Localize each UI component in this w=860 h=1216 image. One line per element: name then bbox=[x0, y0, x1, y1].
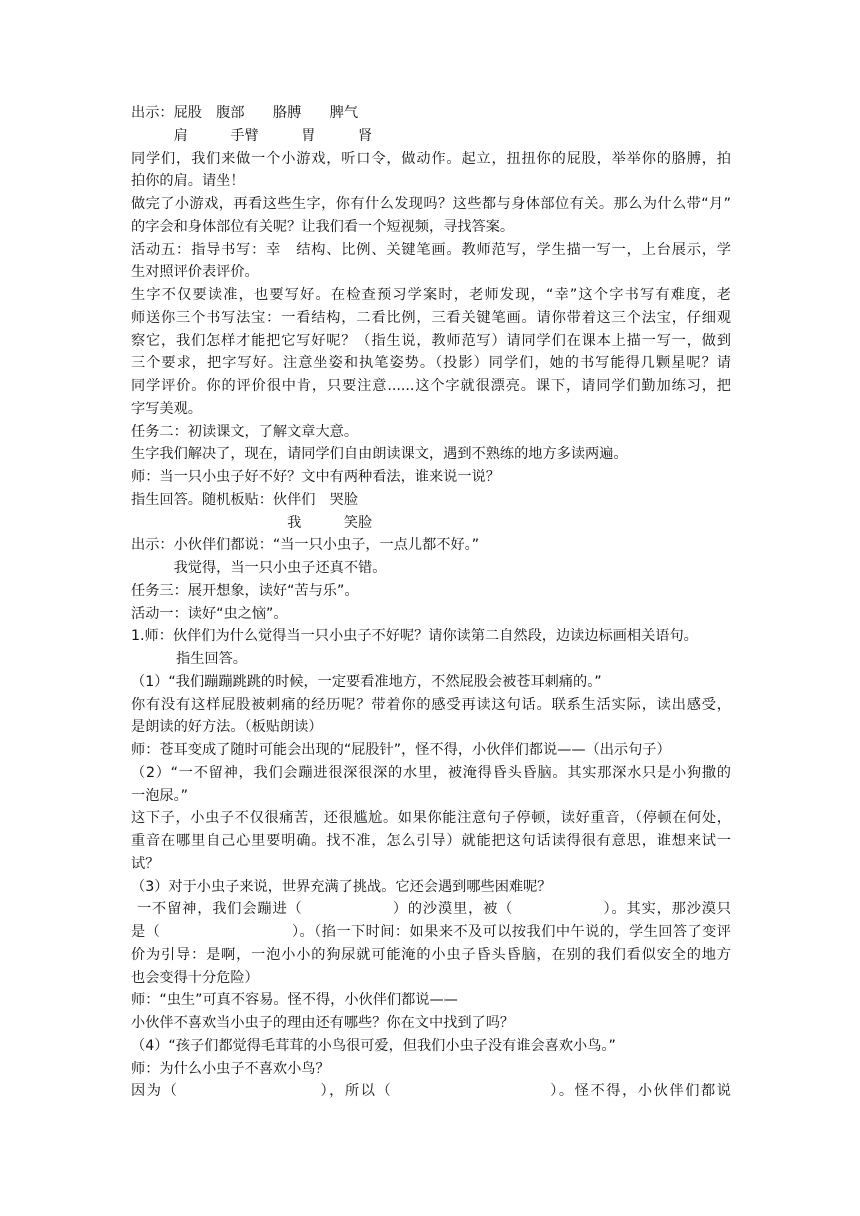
text-line: 师：“虫生”可真不容易。怪不得，小伙伴们都说—— bbox=[131, 992, 458, 1009]
section-heading: 任务二：初读课文，了解文章大意。 bbox=[131, 423, 359, 440]
text-line: 试？ bbox=[131, 855, 160, 872]
text-line: 生字不仅要读准，也要写好。在检查预习学案时，老师发现，“幸”这个字书写有难度，老 bbox=[131, 287, 731, 303]
text-line: 师送你三个书写法宝：一看结构，二看比例，三看关键笔画。请你带着这三个法宝，仔细观 bbox=[131, 309, 731, 326]
text-line: 的字会和身体部位有关呢？让我们看一个短视频，寻找答案。 bbox=[131, 218, 515, 235]
text-line: 一不留神，我们会蹦进（ ）的沙漠里，被（ ）。其实，那沙漠只 bbox=[137, 901, 731, 918]
activity-heading: 活动一：读好“虫之恼”。 bbox=[131, 605, 288, 622]
text-line: 师：苍耳变成了随时可能会出现的“屁股针”，怪不得，小伙伴们都说——（出示句子） bbox=[131, 742, 671, 758]
text-line: （4）“孩子们都觉得毛茸茸的小鸟很可爱，但我们小虫子没有谁会喜欢小鸟。” bbox=[131, 1037, 616, 1054]
text-line: （3）对于小虫子来说，世界充满了挑战。它还会遇到哪些困难呢？ bbox=[131, 878, 552, 895]
text-line: 你有没有这样屁股被刺痛的经历呢？带着你的感受再读这句话。联系生活实际，读出感受， bbox=[131, 696, 731, 713]
text-line: （2）“一不留神，我们会蹦进很深很深的水里，被淹得昏头昏脑。其实那深水只是小狗撒的 bbox=[131, 764, 731, 781]
text-line: 指生回答。随机板贴：伙伴们 哭脸 bbox=[131, 491, 359, 508]
text-line: 字写美观。 bbox=[131, 400, 202, 417]
text-line: 活动五：指导书写：幸 结构、比例、关键笔画。教师范写，学生描一写一，上台展示，学 bbox=[131, 241, 731, 258]
section-heading: 任务三：展开想象，读好“苦与乐”。 bbox=[131, 582, 359, 599]
document-body bbox=[131, 102, 731, 1103]
text-line: 拍你的肩。请坐！ bbox=[131, 173, 245, 190]
text-line: 是（ ）。（掐一下时间：如果来不及可以按我们中午说的，学生回答了变评 bbox=[131, 924, 731, 940]
text-line: 1.师：伙伴们为什么觉得当一只小虫子不好呢？请你读第二自然段，边读边标画相关语句。 bbox=[131, 628, 698, 645]
text-line: 出示：小伙伴们都说：“当一只小虫子，一点儿都不好。” bbox=[131, 537, 480, 554]
text-line: （1）“我们蹦蹦跳跳的时候，一定要看准地方，不然屁股会被苍耳刺痛的。” bbox=[131, 673, 602, 690]
text-line: 指生回答。 bbox=[176, 651, 247, 667]
text-line: 生字我们解决了，现在，请同学们自由朗读课文，遇到不熟练的地方多读两遍。 bbox=[131, 446, 628, 463]
text-line: 我觉得，当一只小虫子还真不错。 bbox=[131, 560, 387, 576]
text-line: 同学们，我们来做一个小游戏，听口令，做动作。起立，扭扭你的屁股，举举你的胳膊，拍 bbox=[131, 150, 731, 167]
text-line: 做完了小游戏，再看这些生字，你有什么发现吗？这些都与身体部位有关。那么为什么带“月” bbox=[131, 196, 731, 212]
text-line: 同学评价。你的评价很中肯，只要注意......这个字就很漂亮。课下，请同学们勤加练习，把 bbox=[131, 378, 731, 394]
text-line: 因为（ ），所以（ ）。怪不得，小伙伴们都说 bbox=[131, 1083, 731, 1100]
text-line: 一泡尿。” bbox=[131, 787, 189, 804]
text-line: 三个要求，把字写好。注意坐姿和执笔姿势。（投影）同学们，她的书写能得几颗星呢？请 bbox=[131, 355, 731, 372]
text-line: 也会变得十分危险） bbox=[131, 969, 259, 986]
text-line: 这下子，小虫子不仅很痛苦，还很尴尬。如果你能注意句子停顿，读好重音，（停顿在何处， bbox=[131, 810, 731, 827]
text-line: 价为引导：是啊，一泡小小的狗尿就可能淹的小虫子昏头昏脑，在别的我们看似安全的地方 bbox=[131, 946, 731, 963]
text-line: 肩 手臂 胃 肾 bbox=[131, 127, 373, 144]
text-line: 重音在哪里自己心里要明确。找不准，怎么引导）就能把这句话读得很有意思，谁想来试一 bbox=[131, 833, 731, 849]
text-line: 小伙伴不喜欢当小虫子的理由还有哪些？你在文中找到了吗？ bbox=[131, 1015, 515, 1031]
text-line: 师：当一只小虫子好不好？文中有两种看法，谁来说一说？ bbox=[131, 469, 500, 485]
text-line: 师：为什么小虫子不喜欢小鸟？ bbox=[131, 1060, 330, 1077]
text-line: 生对照评价表评价。 bbox=[131, 264, 259, 281]
text-line: 我 笑脸 bbox=[131, 514, 373, 531]
text-line: 是朗读的好方法。（板贴朗读） bbox=[131, 719, 323, 736]
text-line: 出示：屁股 腹部 胳膊 脾气 bbox=[131, 105, 359, 121]
text-line: 察它，我们怎样才能把它写好呢？（指生说，教师范写）请同学们在课本上描一写一，做到 bbox=[131, 332, 731, 349]
